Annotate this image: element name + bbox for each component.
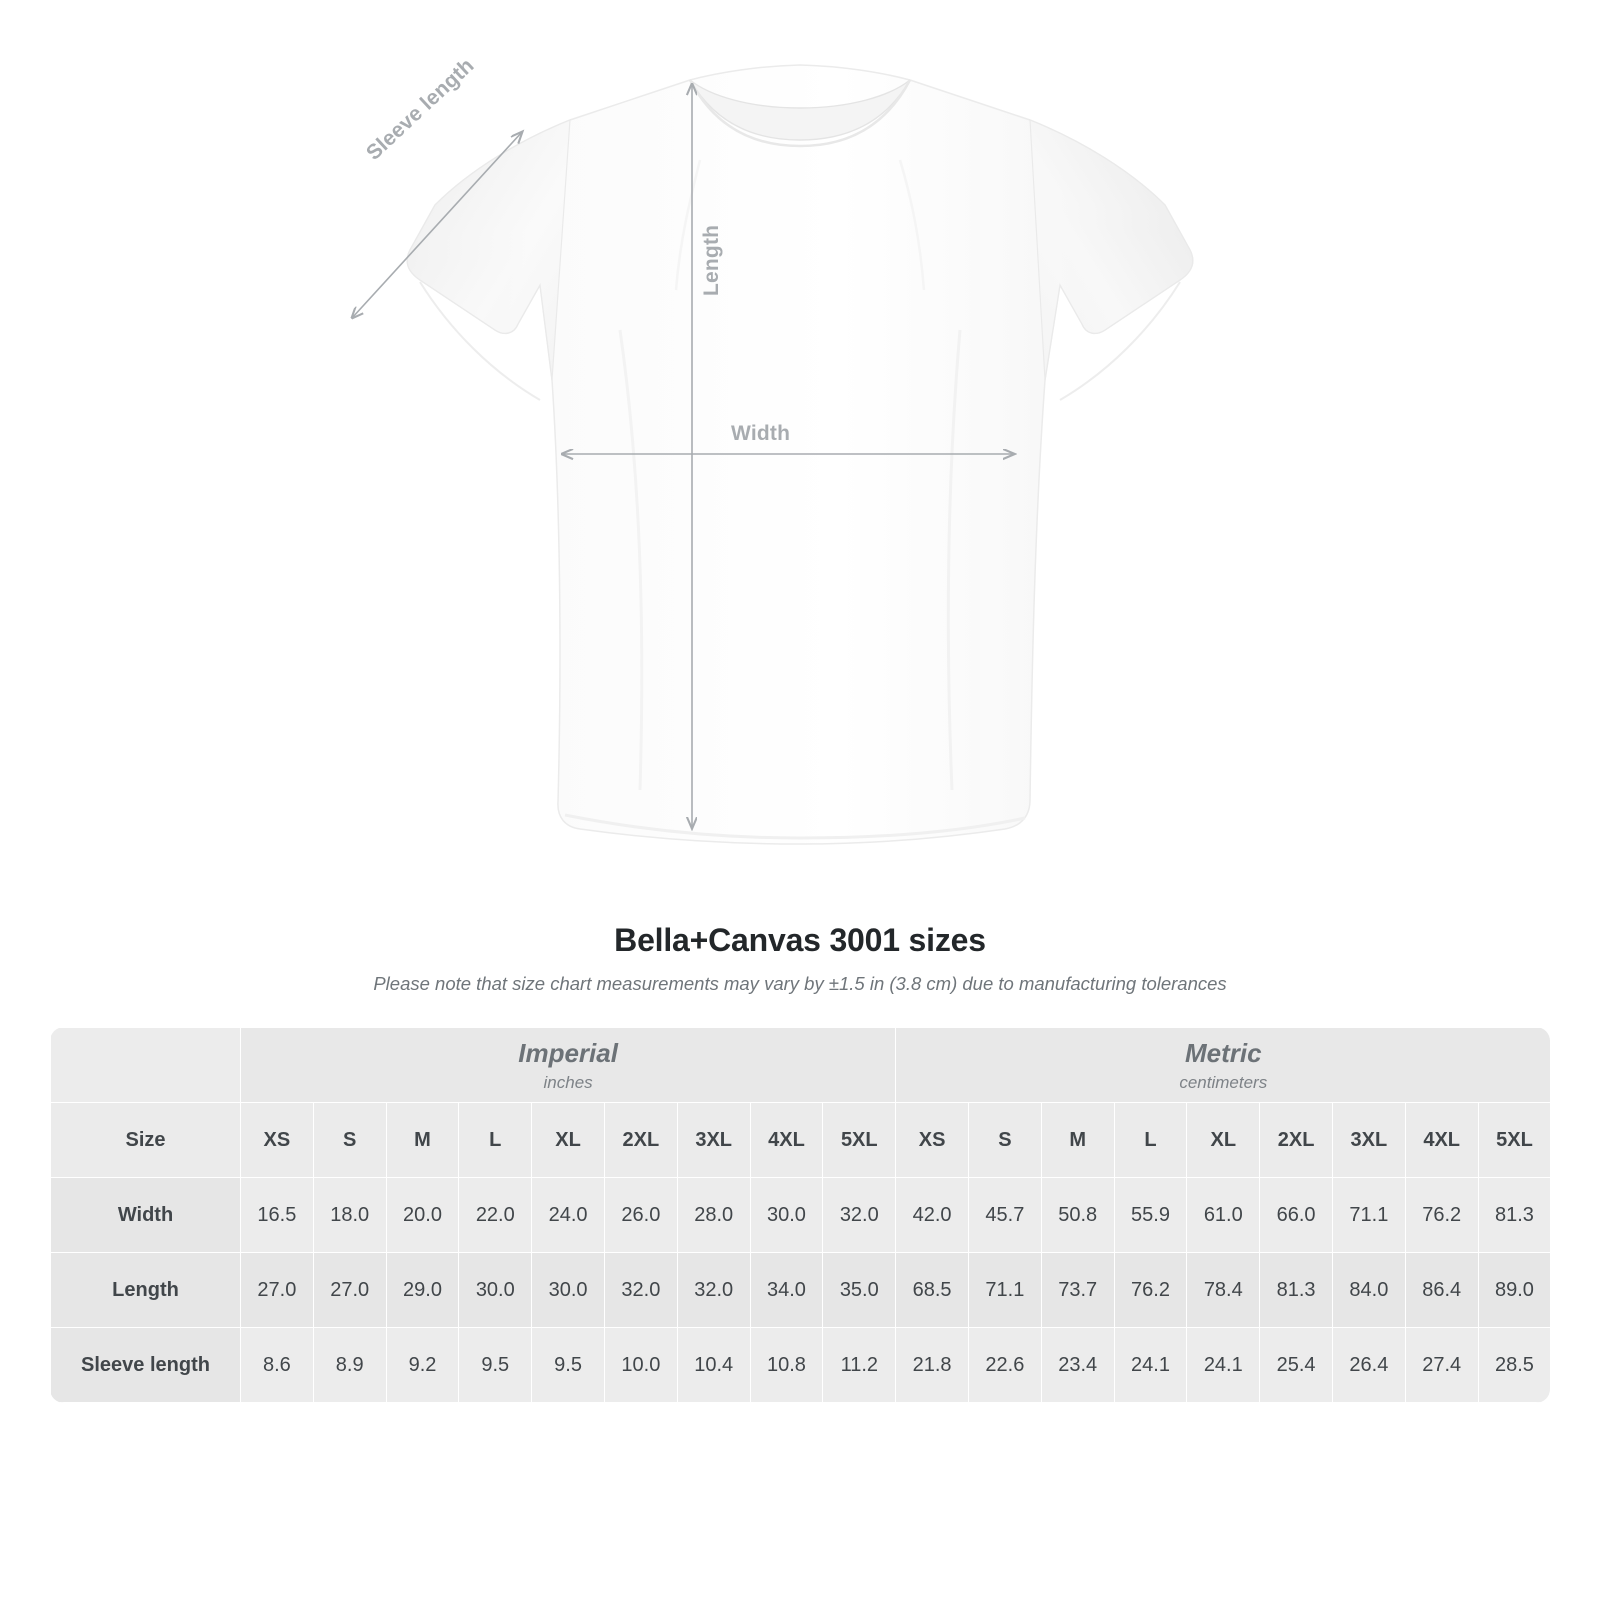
measurement-cell: 32.0: [823, 1178, 896, 1253]
measurement-cell: 30.0: [532, 1253, 605, 1328]
measurement-cell: 45.7: [969, 1178, 1042, 1253]
measurement-cell: 71.1: [1332, 1178, 1405, 1253]
measurement-cell: 76.2: [1405, 1178, 1478, 1253]
measurement-cell: 61.0: [1187, 1178, 1260, 1253]
measurement-cell: 76.2: [1114, 1253, 1187, 1328]
unit-system-header: [241, 1028, 896, 1103]
measurement-cell: 28.0: [677, 1178, 750, 1253]
size-column-header: 5XL: [1478, 1103, 1550, 1178]
size-table-wrapper: [50, 1027, 1550, 1403]
measurement-cell: 71.1: [969, 1253, 1042, 1328]
size-column-header: 3XL: [677, 1103, 750, 1178]
size-table: [50, 1027, 1550, 1403]
measurement-cell: 8.6: [241, 1328, 314, 1403]
measurement-cell: 78.4: [1187, 1253, 1260, 1328]
size-column-header: 4XL: [750, 1103, 823, 1178]
measurement-cell: 30.0: [750, 1178, 823, 1253]
unit-system-header: [896, 1028, 1550, 1103]
measurement-cell: 34.0: [750, 1253, 823, 1328]
measurement-cell: 29.0: [386, 1253, 459, 1328]
measurement-row-label: Width: [51, 1178, 241, 1253]
unit-system-unit: inches: [543, 1073, 593, 1093]
measurement-cell: 50.8: [1041, 1178, 1114, 1253]
size-column-header: L: [459, 1103, 532, 1178]
table-row: [51, 1253, 1551, 1328]
measurement-cell: 9.5: [459, 1328, 532, 1403]
measurement-cell: 89.0: [1478, 1253, 1550, 1328]
measurement-cell: 25.4: [1260, 1328, 1333, 1403]
measurement-cell: 9.2: [386, 1328, 459, 1403]
measurement-cell: 32.0: [677, 1253, 750, 1328]
measurement-cell: 10.8: [750, 1328, 823, 1403]
size-header-cell: Size: [51, 1103, 241, 1178]
size-column-header: M: [1041, 1103, 1114, 1178]
measurement-cell: 28.5: [1478, 1328, 1550, 1403]
measurement-cell: 22.0: [459, 1178, 532, 1253]
table-size-header-row: [51, 1103, 1551, 1178]
unit-system-name: Metric: [1185, 1037, 1262, 1068]
measurement-cell: 81.3: [1478, 1178, 1550, 1253]
measurement-cell: 26.4: [1332, 1328, 1405, 1403]
measurement-cell: 16.5: [241, 1178, 314, 1253]
measurement-cell: 73.7: [1041, 1253, 1114, 1328]
length-dimension-label: Length: [700, 224, 723, 296]
measurement-cell: 26.0: [604, 1178, 677, 1253]
measurement-cell: 18.0: [313, 1178, 386, 1253]
measurement-cell: 55.9: [1114, 1178, 1187, 1253]
unit-system-unit: centimeters: [1179, 1073, 1268, 1093]
size-column-header: 3XL: [1332, 1103, 1405, 1178]
measurement-cell: 24.1: [1114, 1328, 1187, 1403]
size-column-header: 2XL: [604, 1103, 677, 1178]
measurement-cell: 10.4: [677, 1328, 750, 1403]
unit-system-name: Imperial: [518, 1037, 618, 1068]
size-column-header: L: [1114, 1103, 1187, 1178]
measurement-row-label: Length: [51, 1253, 241, 1328]
measurement-cell: 27.4: [1405, 1328, 1478, 1403]
size-column-header: M: [386, 1103, 459, 1178]
table-system-header-row: [51, 1028, 1551, 1103]
measurement-cell: 68.5: [896, 1253, 969, 1328]
measurement-cell: 84.0: [1332, 1253, 1405, 1328]
measurement-cell: 35.0: [823, 1253, 896, 1328]
measurement-cell: 20.0: [386, 1178, 459, 1253]
measurement-cell: 10.0: [604, 1328, 677, 1403]
measurement-cell: 32.0: [604, 1253, 677, 1328]
sleeve-length-dimension-label: Sleeve length: [362, 53, 479, 165]
measurement-cell: 11.2: [823, 1328, 896, 1403]
size-column-header: XL: [532, 1103, 605, 1178]
size-column-header: XS: [896, 1103, 969, 1178]
table-row: [51, 1328, 1551, 1403]
measurement-cell: 27.0: [241, 1253, 314, 1328]
size-column-header: XL: [1187, 1103, 1260, 1178]
measurement-cell: 81.3: [1260, 1253, 1333, 1328]
measurement-cell: 42.0: [896, 1178, 969, 1253]
size-column-header: 2XL: [1260, 1103, 1333, 1178]
measurement-cell: 86.4: [1405, 1253, 1478, 1328]
measurement-cell: 24.1: [1187, 1328, 1260, 1403]
measurement-cell: 30.0: [459, 1253, 532, 1328]
width-dimension-label: Width: [731, 422, 791, 445]
measurement-cell: 66.0: [1260, 1178, 1333, 1253]
table-row: [51, 1178, 1551, 1253]
size-column-header: S: [969, 1103, 1042, 1178]
page-title: Bella+Canvas 3001 sizes: [614, 922, 986, 958]
measurement-cell: 24.0: [532, 1178, 605, 1253]
table-corner-cell: [51, 1028, 241, 1103]
measurement-cell: 9.5: [532, 1328, 605, 1403]
size-column-header: S: [313, 1103, 386, 1178]
size-column-header: 5XL: [823, 1103, 896, 1178]
size-column-header: XS: [241, 1103, 314, 1178]
tolerance-note: Please note that size chart measurements may vary by ±1.5 in (3.8 cm) due to manufacturing tolerances: [373, 973, 1227, 994]
measurement-cell: 27.0: [313, 1253, 386, 1328]
measurement-cell: 21.8: [896, 1328, 969, 1403]
measurement-row-label: Sleeve length: [51, 1328, 241, 1403]
measurement-cell: 22.6: [969, 1328, 1042, 1403]
measurement-cell: 8.9: [313, 1328, 386, 1403]
size-column-header: 4XL: [1405, 1103, 1478, 1178]
measurement-cell: 23.4: [1041, 1328, 1114, 1403]
title-block: [0, 922, 1600, 995]
